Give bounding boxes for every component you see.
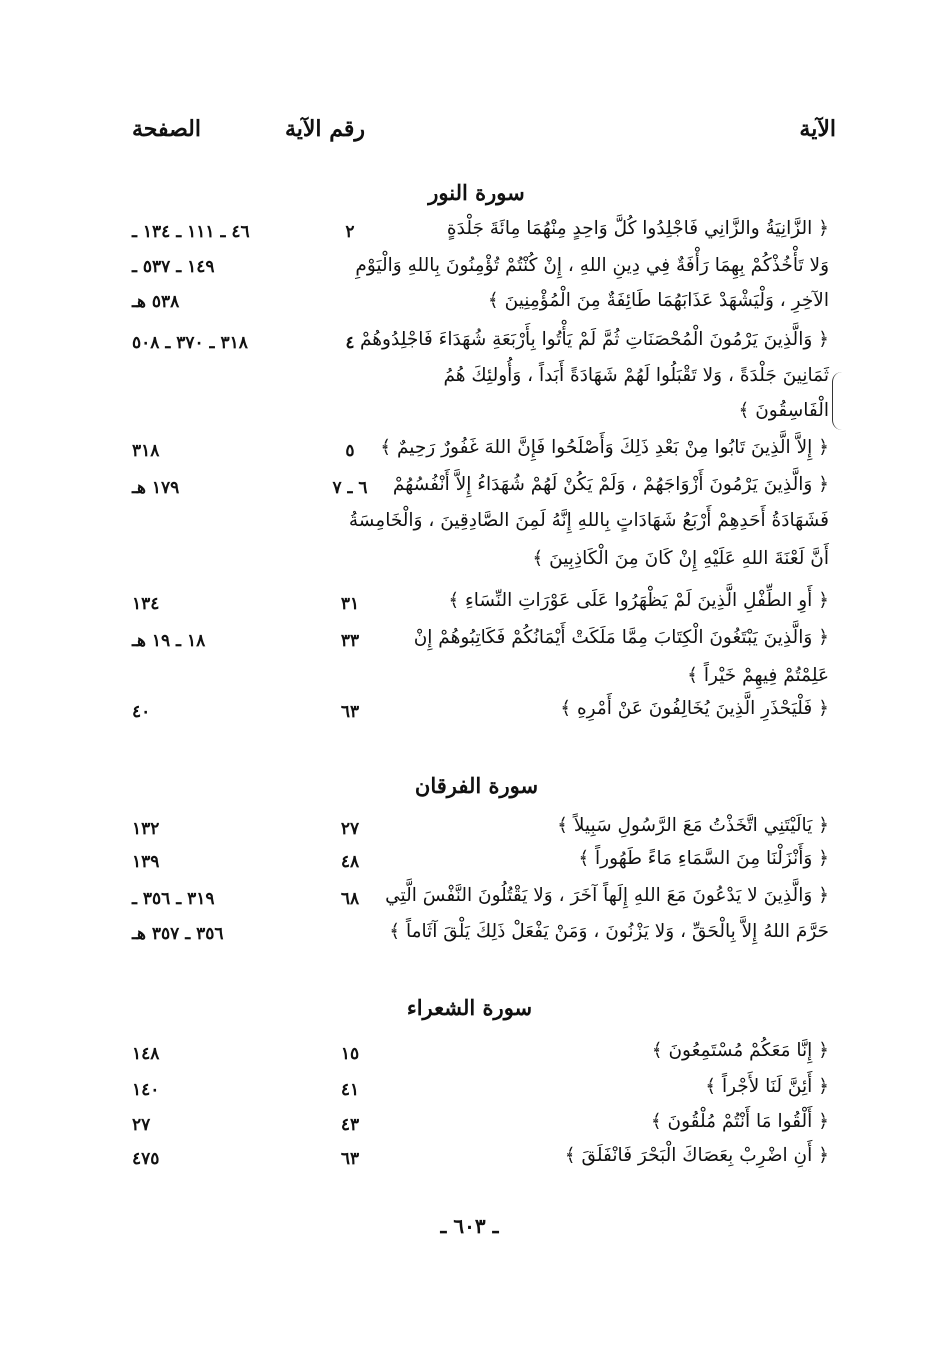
surah-title: سورة النور (428, 180, 525, 205)
ayah-text-line: حَرَّمَ اللهُ إِلاَّ بِالْحَقِّ ، وَلا يَزْنُونَ ، وَمَنْ يَفْعَلْ ذَلِكَ يَلْقَ آثَاماً ﴾ (389, 921, 829, 942)
page-reference: ١٤٩ ـ ٥٣٧ ـ (132, 257, 215, 277)
header-page: الصفحة (131, 116, 201, 142)
page-reference: ١٤٨ (132, 1044, 160, 1064)
ayah-number: ٣١ (340, 594, 360, 614)
page-reference: ٣١٨ (132, 441, 160, 461)
page-reference: ١٣٩ (132, 852, 160, 872)
ayah-text-line: ﴿ إِلاَّ الَّذِينَ تَابُوا مِنْ بَعْدِ ذَلِكَ وَأَصْلَحُوا فَإِنَّ اللهَ غَفُورٌ رَحِيمٌ ﴾ (380, 437, 829, 458)
ayah-text-line: فَشَهَادَةُ أَحَدِهِمْ أَرْبَعُ شَهَادَاتٍ بِاللهِ إِنَّهُ لَمِنَ الصَّادِقِينَ ، وَالْخَامِسَةُ (348, 510, 829, 531)
page-reference: ٣١٩ ـ ٣٥٦ ـ (132, 889, 215, 909)
ayah-text-line: ﴿ أَلْقُوا مَا أَنْتُمْ مُلْقُونَ ﴾ (650, 1111, 829, 1132)
ayah-number: ٤٣ (340, 1115, 360, 1135)
ayah-text-line: ﴿ يَالَيْتَنِي اتَّخَذْتُ مَعَ الرَّسُولِ سَبِيلاً ﴾ (557, 815, 829, 836)
ayah-text-line: ﴿ إِنَّا مَعَكُمْ مُسْتَمِعُونَ ﴾ (651, 1040, 829, 1061)
ayah-text-line: ﴿ وَالَّذِينَ يَبْتَغُونَ الْكِتَابَ مِمَّا مَلَكَتْ أَيْمَانُكُمْ فَكَاتِبُوهُمْ إِنْ (413, 627, 829, 648)
ayah-text-line: الْفَاسِقُونَ ﴾ (738, 400, 829, 421)
ayah-number: ٦٨ (340, 889, 360, 909)
page-reference: ٢٧ (132, 1115, 151, 1135)
ayah-number: ٤١ (340, 1080, 360, 1100)
ayah-text-line: أَنَّ لَعْنَةَ اللهِ عَلَيْهِ إِنْ كَانَ مِنَ الْكَاذِبِينَ ﴾ (532, 548, 829, 569)
ayah-number: ١٥ (340, 1044, 360, 1064)
ayah-text-line: ﴿ أَئِنَّ لَنَا لأَجْراً ﴾ (705, 1076, 829, 1097)
page-reference: ٥٣٨ هـ (132, 292, 180, 312)
ayah-number: ٦٣ (340, 702, 360, 722)
ayah-text-line: وَلا تَأْخُذْكُمْ بِهِمَا رَأْفَةٌ فِي دِينِ اللهِ ، إِنْ كُنْتُمْ تُؤْمِنُونَ بِاللهِ وَالْيَوْمِ (355, 255, 829, 276)
page-reference: ١٧٩ هـ (132, 478, 180, 498)
ayah-text-line: ﴿ أَنِ اضْرِبْ بِعَصَاكَ الْبَحْرَ فَانْفَلَقَ ﴾ (564, 1145, 829, 1166)
ayah-number: ٣٣ (340, 631, 360, 651)
surah-title: سورة الشعراء (406, 995, 533, 1020)
page-number: ـ ٦٠٣ ـ (440, 1214, 499, 1238)
page-reference: ٣١٨ ـ ٣٧٠ ـ ٥٠٨ (132, 333, 248, 353)
ayah-text-line: عَلِمْتُمْ فِيهِمْ خَيْراً ﴾ (687, 665, 829, 686)
ayah-text-line: ﴿ الزَّانِيَةُ والزَّانِي فَاجْلِدُوا كُلَّ وَاحِدٍ مِنْهُمَا مِائَةَ جَلْدَةٍ (446, 218, 829, 239)
header-ayah: الآية (799, 116, 836, 142)
ayah-number: ٤٨ (340, 852, 360, 872)
page-reference: ٣٥٦ ـ ٣٥٧ هـ (132, 924, 224, 944)
ayah-number: ٦ ـ ٧ (332, 478, 368, 498)
page-reference: ١٨ ـ ١٩ هـ (132, 631, 206, 651)
page-reference: ٤٦ ـ ١١١ ـ ١٣٤ ـ (132, 222, 250, 242)
margin-bracket-mark (832, 372, 843, 430)
ayah-number: ٢ (345, 222, 355, 242)
ayah-text-line: ﴿ أَوِ الطِّفْلِ الَّذِينَ لَمْ يَظْهَرُوا عَلَى عَوْرَاتِ النِّسَاءِ ﴾ (448, 590, 829, 611)
ayah-text-line: الآخِرِ ، وَلْيَشْهَدْ عَذَابَهُمَا طَائِفَةٌ مِنَ الْمُؤْمِنِينَ ﴾ (487, 290, 829, 311)
page-reference: ٤٠ (132, 702, 151, 722)
ayah-number: ٢٧ (340, 819, 360, 839)
ayah-number: ٥ (345, 441, 355, 461)
page-reference: ١٣٤ (132, 594, 160, 614)
ayah-text-line: ﴿ وَالَّذِينَ لا يَدْعُونَ مَعَ اللهِ إِلَهاً آخَرَ ، وَلا يَقْتُلُونَ النَّفْسَ الَّتِي (385, 885, 829, 906)
page-reference: ٤٧٥ (132, 1149, 160, 1169)
ayah-number: ٤ (345, 333, 355, 353)
ayah-number: ٦٣ (340, 1149, 360, 1169)
ayah-text-line: ثَمَانِينَ جَلْدَةً ، وَلا تَقْبَلُوا لَهُمْ شَهَادَةً أَبَداً ، وَأُولئِكَ هُمُ (443, 365, 829, 386)
ayah-text-line: ﴿ وَالَّذِينَ يَرْمُونَ أَزْوَاجَهُمْ ، وَلَمْ يَكُنْ لَهُمْ شُهَدَاءُ إِلاَّ أَنْفُسُهُمْ (392, 474, 829, 495)
page-reference: ١٤٠ (132, 1080, 160, 1100)
page-reference: ١٣٢ (132, 819, 160, 839)
ayah-text-line: ﴿ وَالَّذِينَ يَرْمُونَ الْمُحْصَنَاتِ ثُمَّ لَمْ يَأْتُوا بِأَرْبَعَةِ شُهَدَاءَ فَاجْلِدُوهُمْ (359, 329, 829, 350)
header-ayah-number: رقم الآية (284, 116, 365, 142)
surah-title: سورة الفرقان (414, 773, 539, 798)
ayah-text-line: ﴿ وَأَنْزَلْنَا مِنَ السَّمَاءِ مَاءً طَهُوراً ﴾ (578, 848, 829, 869)
ayah-text-line: ﴿ فَلْيَحْذَرِ الَّذِينَ يُخَالِفُونَ عَنْ أَمْرِهِ ﴾ (560, 698, 829, 719)
